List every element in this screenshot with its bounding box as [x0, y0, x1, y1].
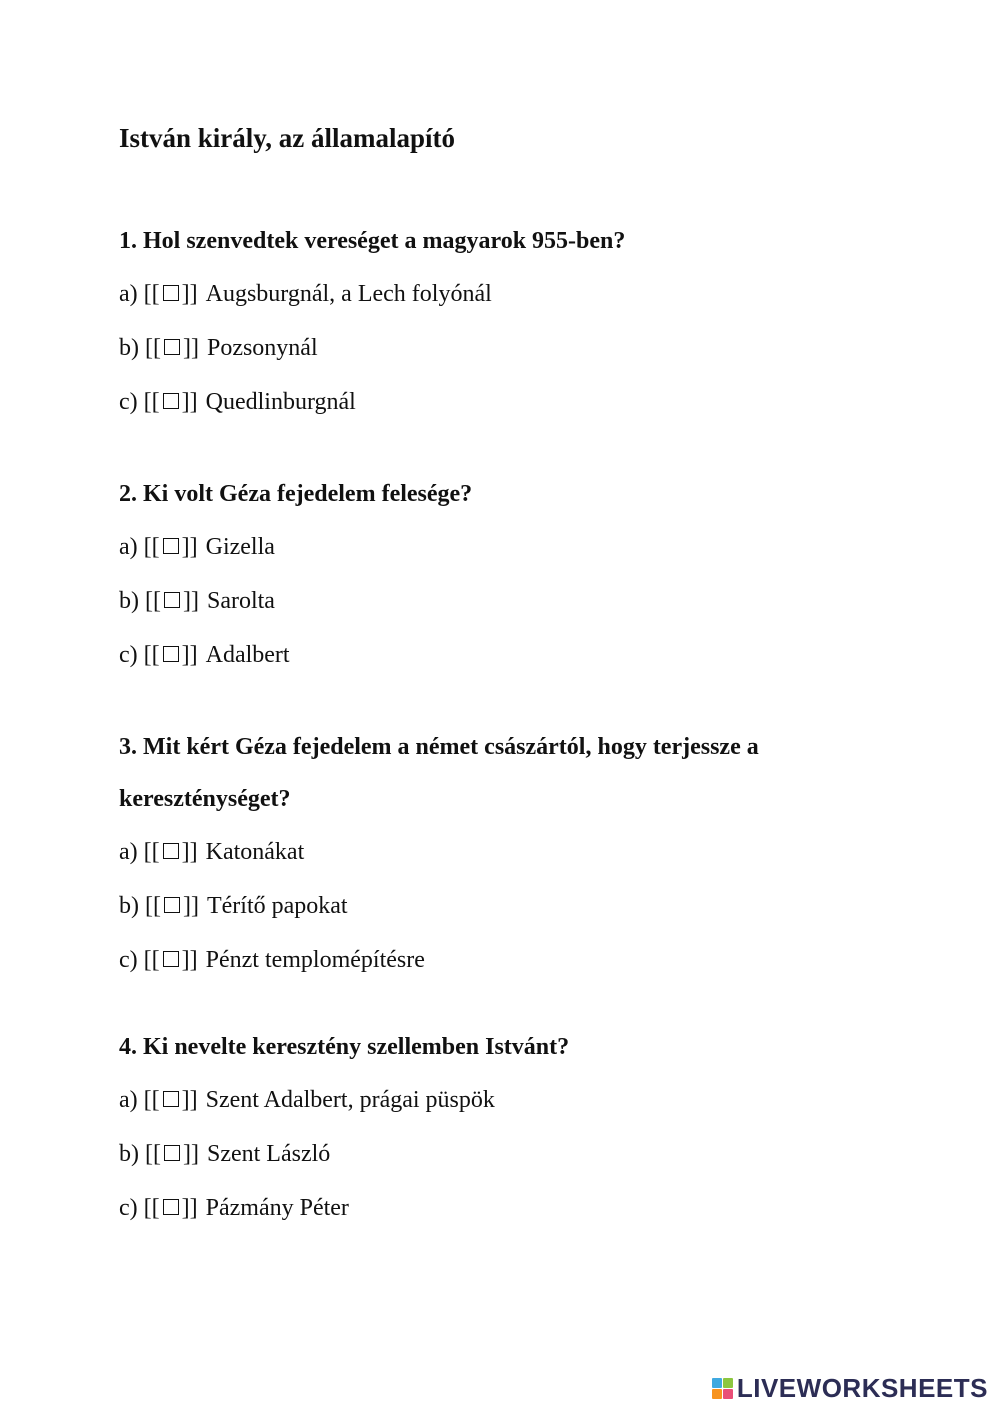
logo-text: LIVEWORKSHEETS — [736, 1373, 988, 1403]
answer-checkbox[interactable] — [163, 538, 179, 554]
option-text: Katonákat — [205, 839, 305, 865]
bracket-open: [[ — [145, 335, 161, 361]
bracket-close: ]] — [182, 893, 199, 919]
answer-checkbox[interactable] — [164, 339, 180, 355]
logo-cell — [723, 1389, 733, 1399]
bracket-close: ]] — [181, 839, 198, 865]
option-letter: c) — [119, 642, 138, 668]
option-text: Szent Adalbert, prágai püspök — [205, 1087, 495, 1113]
option-text: Szent László — [206, 1141, 331, 1167]
option-letter: a) — [119, 281, 138, 307]
bracket-close: ]] — [182, 588, 199, 614]
answer-checkbox[interactable] — [163, 393, 179, 409]
option-3c — [119, 933, 879, 987]
bracket-open: [[ — [145, 588, 161, 614]
option-2a — [119, 520, 879, 574]
option-letter: a) — [119, 534, 138, 560]
option-letter: c) — [119, 947, 138, 973]
bracket-open: [[ — [143, 389, 160, 415]
question-text: 1. Hol szenvedtek vereséget a magyarok 955-ben? — [119, 228, 626, 254]
option-text: Gizella — [205, 534, 275, 560]
option-letter: b) — [119, 1141, 139, 1167]
bracket-open: [[ — [143, 947, 160, 973]
question-text: 2. Ki volt Géza fejedelem felesége? — [119, 481, 473, 507]
liveworksheets-logo — [712, 1373, 988, 1404]
bracket-close: ]] — [181, 947, 198, 973]
bracket-close: ]] — [181, 642, 198, 668]
bracket-open: [[ — [143, 642, 160, 668]
logo-cell — [723, 1378, 733, 1388]
page-title: István király, az államalapító — [119, 123, 456, 153]
bracket-close: ]] — [181, 1087, 198, 1113]
bracket-close: ]] — [182, 335, 199, 361]
logo-cell — [712, 1389, 722, 1399]
question-2 — [119, 468, 879, 682]
option-3b — [119, 879, 879, 933]
option-text: Adalbert — [205, 642, 290, 668]
bracket-open: [[ — [143, 1195, 160, 1221]
option-4a — [119, 1073, 879, 1127]
option-text: Sarolta — [206, 588, 275, 614]
option-text: Pozsonynál — [206, 335, 318, 361]
question-text: 4. Ki nevelte keresztény szellemben Istvánt? — [119, 1034, 570, 1060]
question-4 — [119, 1021, 879, 1235]
option-3a — [119, 825, 879, 879]
logo-mark-icon — [712, 1378, 733, 1399]
option-1a — [119, 267, 879, 321]
option-letter: c) — [119, 389, 138, 415]
option-4b — [119, 1127, 879, 1181]
option-text: Quedlinburgnál — [205, 389, 356, 415]
option-1c — [119, 375, 879, 429]
bracket-close: ]] — [181, 534, 198, 560]
question-3 — [119, 721, 879, 987]
option-text: Augsburgnál, a Lech folyónál — [205, 281, 492, 307]
answer-checkbox[interactable] — [163, 843, 179, 859]
option-2c — [119, 628, 879, 682]
bracket-close: ]] — [182, 1141, 199, 1167]
option-letter: a) — [119, 839, 138, 865]
option-4c — [119, 1181, 879, 1235]
option-text: Pázmány Péter — [205, 1195, 349, 1221]
option-letter: b) — [119, 588, 139, 614]
option-2b — [119, 574, 879, 628]
bracket-open: [[ — [143, 839, 160, 865]
bracket-open: [[ — [143, 281, 160, 307]
answer-checkbox[interactable] — [164, 1145, 180, 1161]
answer-checkbox[interactable] — [163, 1091, 179, 1107]
answer-checkbox[interactable] — [164, 897, 180, 913]
answer-checkbox[interactable] — [163, 646, 179, 662]
bracket-open: [[ — [145, 893, 161, 919]
question-text: 3. Mit kért Géza fejedelem a német császártól, hogy terjessze a kereszténységet? — [119, 734, 759, 812]
option-letter: b) — [119, 335, 139, 361]
bracket-close: ]] — [181, 281, 198, 307]
bracket-open: [[ — [143, 534, 160, 560]
answer-checkbox[interactable] — [164, 592, 180, 608]
bracket-close: ]] — [181, 389, 198, 415]
option-1b — [119, 321, 879, 375]
answer-checkbox[interactable] — [163, 1199, 179, 1215]
answer-checkbox[interactable] — [163, 951, 179, 967]
option-text: Térítő papokat — [206, 893, 348, 919]
bracket-open: [[ — [143, 1087, 160, 1113]
bracket-close: ]] — [181, 1195, 198, 1221]
logo-cell — [712, 1378, 722, 1388]
option-letter: b) — [119, 893, 139, 919]
question-1 — [119, 215, 879, 429]
answer-checkbox[interactable] — [163, 285, 179, 301]
option-text: Pénzt templomépítésre — [205, 947, 425, 973]
bracket-open: [[ — [145, 1141, 161, 1167]
option-letter: a) — [119, 1087, 138, 1113]
option-letter: c) — [119, 1195, 138, 1221]
